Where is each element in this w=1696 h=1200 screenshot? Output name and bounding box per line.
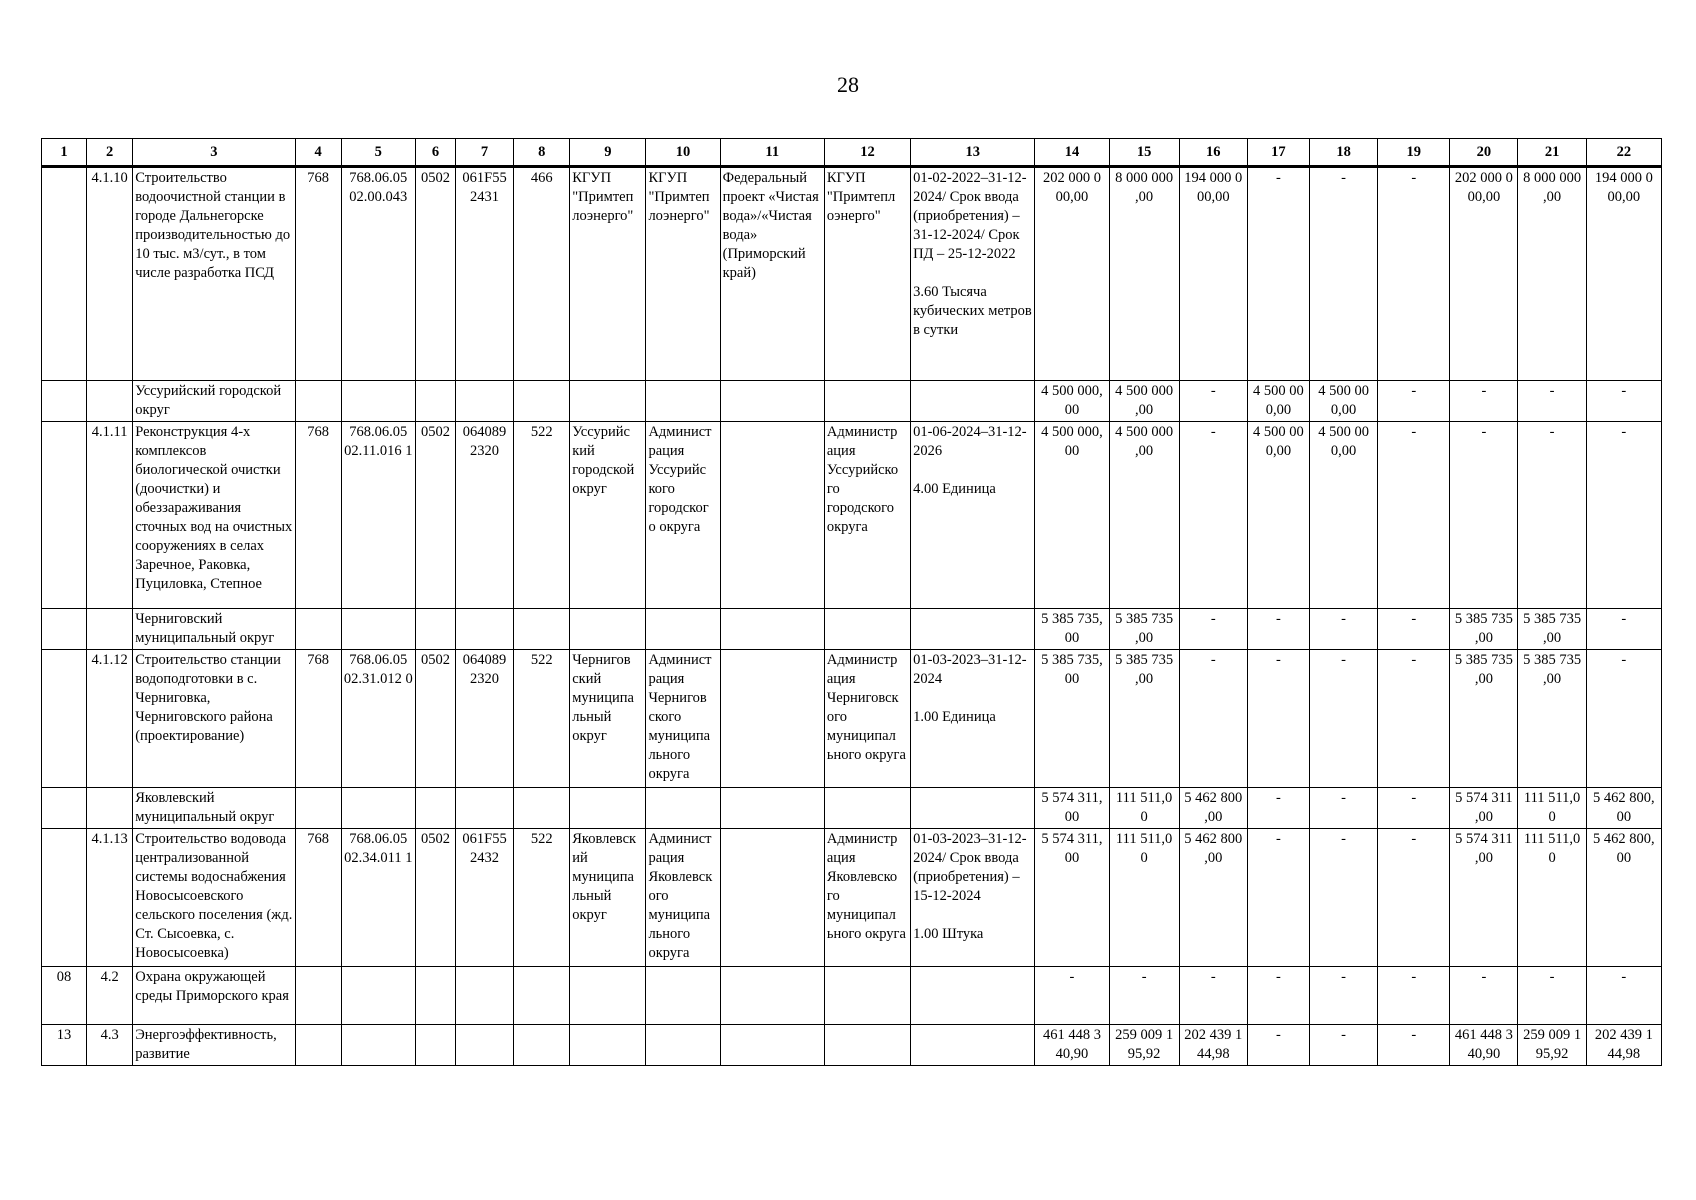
table-cell: Строительство водовода централизованной системы водоснабжения Новосысоевского сельского поселения (жд. Ст. Сысоевка, с. Новосысоевка) — [133, 829, 295, 967]
table-cell — [455, 609, 513, 650]
table-cell — [720, 650, 824, 788]
table-cell — [514, 381, 570, 422]
table-cell — [824, 609, 910, 650]
table-row — [42, 167, 1662, 381]
table-cell — [514, 967, 570, 1025]
table-cell — [415, 967, 455, 1025]
table-cell: - — [1247, 650, 1309, 788]
table-cell: 522 — [514, 422, 570, 609]
table-cell: 5 574 311 ,00 — [1450, 788, 1518, 829]
table-cell: 5 385 735 ,00 — [1109, 650, 1179, 788]
table-cell: 5 574 311, 00 — [1035, 788, 1109, 829]
table-cell: 202 000 0 00,00 — [1450, 167, 1518, 381]
table-cell — [42, 650, 87, 788]
table-cell — [455, 1025, 513, 1066]
table-cell: - — [1378, 829, 1450, 967]
table-cell: 0502 — [415, 167, 455, 381]
table-cell — [42, 788, 87, 829]
table-cell: 8 000 000 ,00 — [1518, 167, 1586, 381]
table-cell: - — [1378, 381, 1450, 422]
table-cell — [295, 788, 341, 829]
column-header: 7 — [455, 139, 513, 167]
table-cell: Администр ация Черниговск ого муниципал ьного округа — [824, 650, 910, 788]
table-cell: - — [1247, 609, 1309, 650]
column-header: 21 — [1518, 139, 1586, 167]
table-cell: 4 500 00 0,00 — [1247, 381, 1309, 422]
table-cell: - — [1378, 609, 1450, 650]
table-cell: 111 511,0 0 — [1109, 829, 1179, 967]
table-cell — [570, 1025, 646, 1066]
table-cell — [720, 422, 824, 609]
table-cell: Администр ация Уссурийско го городского округа — [824, 422, 910, 609]
table-cell: Черниговский муниципальный округ — [133, 609, 295, 650]
table-cell: - — [1179, 609, 1247, 650]
table-cell: - — [1310, 167, 1378, 381]
table-cell: 466 — [514, 167, 570, 381]
table-cell — [720, 1025, 824, 1066]
table-cell: - — [1378, 788, 1450, 829]
table-cell: КГУП "Примтепл оэнерго" — [824, 167, 910, 381]
table-cell — [341, 1025, 415, 1066]
table-cell: 0502 — [415, 650, 455, 788]
table-cell: 111 511,0 0 — [1109, 788, 1179, 829]
table-cell — [570, 788, 646, 829]
table-cell: - — [1586, 422, 1661, 609]
column-header: 20 — [1450, 139, 1518, 167]
table-cell: - — [1378, 167, 1450, 381]
table-cell: Админист рация Чернигов ского муниципа льного округа — [646, 650, 720, 788]
column-header: 17 — [1247, 139, 1309, 167]
table-cell: 5 462 800, 00 — [1586, 829, 1661, 967]
table-cell: 4 500 00 0,00 — [1310, 381, 1378, 422]
table-cell: - — [1179, 422, 1247, 609]
table-cell: Энергоэффективность, развитие — [133, 1025, 295, 1066]
table-cell — [87, 381, 133, 422]
table-cell: 768 — [295, 829, 341, 967]
table-cell: 522 — [514, 829, 570, 967]
table-cell: 0502 — [415, 829, 455, 967]
table-cell: - — [1378, 422, 1450, 609]
table-cell: 5 462 800 ,00 — [1179, 829, 1247, 967]
table-cell — [415, 609, 455, 650]
table-cell — [911, 1025, 1035, 1066]
table-cell: Уссурийс кий городской округ — [570, 422, 646, 609]
table-cell — [295, 609, 341, 650]
table-cell — [514, 1025, 570, 1066]
table-cell — [720, 609, 824, 650]
table-row — [42, 381, 1662, 422]
table-cell: - — [1247, 788, 1309, 829]
table-row — [42, 609, 1662, 650]
table-cell: - — [1310, 788, 1378, 829]
table-cell: 4 500 00 0,00 — [1310, 422, 1378, 609]
table-cell: - — [1586, 967, 1661, 1025]
table-cell: 4 500 000, 00 — [1035, 422, 1109, 609]
table-cell — [911, 788, 1035, 829]
table-cell: Администр ация Яковлевско го муниципал ьного округа — [824, 829, 910, 967]
table-cell: 202 000 0 00,00 — [1035, 167, 1109, 381]
table-cell: 01-03-2023–31-12-2024 1.00 Единица — [911, 650, 1035, 788]
table-cell: - — [1179, 967, 1247, 1025]
table-cell: - — [1247, 167, 1309, 381]
table-cell: - — [1378, 967, 1450, 1025]
table-cell — [42, 609, 87, 650]
table-cell — [295, 1025, 341, 1066]
column-header: 18 — [1310, 139, 1378, 167]
table-cell: 5 574 311, 00 — [1035, 829, 1109, 967]
column-header: 5 — [341, 139, 415, 167]
budget-table — [41, 138, 1662, 1066]
table-cell — [570, 381, 646, 422]
table-cell: - — [1518, 422, 1586, 609]
column-header: 22 — [1586, 139, 1661, 167]
table-cell: Уссурийский городской округ — [133, 381, 295, 422]
table-cell — [295, 967, 341, 1025]
table-cell: 13 — [42, 1025, 87, 1066]
table-row — [42, 1025, 1662, 1066]
table-cell — [646, 609, 720, 650]
table-cell — [646, 967, 720, 1025]
table-cell: - — [1378, 1025, 1450, 1066]
table-cell — [42, 381, 87, 422]
table-cell: 4.1.11 — [87, 422, 133, 609]
table-cell: КГУП "Примтеп лоэнерго" — [646, 167, 720, 381]
table-cell: 4 500 00 0,00 — [1247, 422, 1309, 609]
table-cell: 5 385 735 ,00 — [1109, 609, 1179, 650]
header-row — [42, 139, 1662, 167]
table-cell: 064089 2320 — [455, 422, 513, 609]
table-cell — [87, 788, 133, 829]
table-cell: 111 511,0 0 — [1518, 829, 1586, 967]
table-cell: - — [1310, 1025, 1378, 1066]
table-cell: 4.2 — [87, 967, 133, 1025]
table-cell: 8 000 000 ,00 — [1109, 167, 1179, 381]
table-cell: 064089 2320 — [455, 650, 513, 788]
column-header: 15 — [1109, 139, 1179, 167]
table-cell — [911, 381, 1035, 422]
column-header: 13 — [911, 139, 1035, 167]
column-header: 2 — [87, 139, 133, 167]
table-cell: Яковлевск ий муниципа льный округ — [570, 829, 646, 967]
table-cell: 01-06-2024–31-12-2026 4.00 Единица — [911, 422, 1035, 609]
table-cell — [720, 967, 824, 1025]
table-cell: - — [1310, 829, 1378, 967]
table-cell: - — [1247, 829, 1309, 967]
table-cell: 202 439 1 44,98 — [1586, 1025, 1661, 1066]
table-cell — [415, 1025, 455, 1066]
table-cell — [295, 381, 341, 422]
table-cell — [824, 1025, 910, 1066]
table-cell: - — [1109, 967, 1179, 1025]
column-header: 4 — [295, 139, 341, 167]
table-cell: 202 439 1 44,98 — [1179, 1025, 1247, 1066]
table-cell: 4 500 000 ,00 — [1109, 381, 1179, 422]
table-cell: - — [1310, 609, 1378, 650]
table-cell: 5 385 735 ,00 — [1450, 650, 1518, 788]
column-header: 9 — [570, 139, 646, 167]
column-header: 19 — [1378, 139, 1450, 167]
table-cell: Чернигов ский муниципа льный округ — [570, 650, 646, 788]
table-cell — [570, 609, 646, 650]
table-cell — [455, 381, 513, 422]
table-cell: - — [1179, 650, 1247, 788]
table-cell: 5 385 735 ,00 — [1518, 650, 1586, 788]
table-cell — [646, 1025, 720, 1066]
table-cell: - — [1586, 650, 1661, 788]
table-cell: 259 009 1 95,92 — [1109, 1025, 1179, 1066]
table-cell: Строительство станции водоподготовки в с. Черниговка, Черниговского района (проектирование) — [133, 650, 295, 788]
table-cell — [42, 167, 87, 381]
column-header: 10 — [646, 139, 720, 167]
column-header: 11 — [720, 139, 824, 167]
table-cell: 5 385 735, 00 — [1035, 650, 1109, 788]
table-cell: - — [1518, 967, 1586, 1025]
table-cell: 461 448 3 40,90 — [1450, 1025, 1518, 1066]
table-cell: 522 — [514, 650, 570, 788]
table-cell: Админист рация Уссурийс кого городског о округа — [646, 422, 720, 609]
table-cell — [87, 609, 133, 650]
table-cell: 4 500 000 ,00 — [1109, 422, 1179, 609]
table-cell — [824, 788, 910, 829]
table-cell: 5 385 735 ,00 — [1518, 609, 1586, 650]
table-cell: 5 385 735, 00 — [1035, 609, 1109, 650]
column-header: 14 — [1035, 139, 1109, 167]
table-cell — [824, 381, 910, 422]
table-cell — [824, 967, 910, 1025]
table-cell — [514, 788, 570, 829]
column-header: 1 — [42, 139, 87, 167]
table-cell: Федеральный проект «Чистая вода»/«Чистая вода» (Приморский край) — [720, 167, 824, 381]
table-cell: 5 462 800, 00 — [1586, 788, 1661, 829]
table-cell — [341, 609, 415, 650]
table-cell: - — [1586, 381, 1661, 422]
table-row — [42, 788, 1662, 829]
table-cell: - — [1035, 967, 1109, 1025]
table-cell: 768 — [295, 422, 341, 609]
table-cell: - — [1310, 650, 1378, 788]
table-cell — [341, 788, 415, 829]
table-cell: 01-02-2022–31-12-2024/ Срок ввода (приобретения) – 31-12-2024/ Срок ПД – 25-12-2022 3.60 Тысяча кубических метров в сутки — [911, 167, 1035, 381]
table-cell — [341, 381, 415, 422]
table-cell — [514, 609, 570, 650]
table-cell: - — [1247, 967, 1309, 1025]
table-row — [42, 967, 1662, 1025]
table-cell: - — [1450, 422, 1518, 609]
table-cell: 768 — [295, 167, 341, 381]
column-header: 12 — [824, 139, 910, 167]
table-cell: - — [1310, 967, 1378, 1025]
table-cell: 01-03-2023–31-12-2024/ Срок ввода (приобретения) – 15-12-2024 1.00 Штука — [911, 829, 1035, 967]
table-row — [42, 829, 1662, 967]
table-cell: КГУП "Примтеп лоэнерго" — [570, 167, 646, 381]
table-cell — [911, 609, 1035, 650]
table-cell: - — [1518, 381, 1586, 422]
table-cell — [42, 829, 87, 967]
table-cell: 4.1.13 — [87, 829, 133, 967]
table-cell: - — [1450, 381, 1518, 422]
table-cell: 768.06.05 02.34.011 1 — [341, 829, 415, 967]
table-cell: Строительство водоочистной станции в городе Дальнегорске производительностью до 10 тыс. м3/сут., в том числе разработка ПСД — [133, 167, 295, 381]
table-cell: 4 500 000, 00 — [1035, 381, 1109, 422]
table-cell: 08 — [42, 967, 87, 1025]
table-cell: 5 574 311 ,00 — [1450, 829, 1518, 967]
table-cell: 194 000 0 00,00 — [1179, 167, 1247, 381]
table-cell: 768.06.05 02.11.016 1 — [341, 422, 415, 609]
table-cell: - — [1586, 609, 1661, 650]
table-cell: 194 000 0 00,00 — [1586, 167, 1661, 381]
table-cell: 4.3 — [87, 1025, 133, 1066]
table-cell — [570, 967, 646, 1025]
table-row — [42, 422, 1662, 609]
table-cell — [720, 829, 824, 967]
table-cell: Яковлевский муниципальный округ — [133, 788, 295, 829]
table-cell: Охрана окружающей среды Приморского края — [133, 967, 295, 1025]
table-cell: 061F55 2432 — [455, 829, 513, 967]
table-cell: - — [1450, 967, 1518, 1025]
table-cell: 111 511,0 0 — [1518, 788, 1586, 829]
table-cell: 4.1.10 — [87, 167, 133, 381]
table-cell: Админист рация Яковлевск ого муниципа льного округа — [646, 829, 720, 967]
column-header: 6 — [415, 139, 455, 167]
table-cell — [720, 381, 824, 422]
table-cell: Реконструкция 4-х комплексов биологической очистки (доочистки) и обеззараживания сточных вод на очистных сооружениях в селах Заречное, Раковка, Пуциловка, Степное — [133, 422, 295, 609]
table-cell — [455, 788, 513, 829]
table-cell: - — [1378, 650, 1450, 788]
table-cell: - — [1179, 381, 1247, 422]
table-cell: 4.1.12 — [87, 650, 133, 788]
table-row — [42, 650, 1662, 788]
table-cell: 5 385 735 ,00 — [1450, 609, 1518, 650]
column-header: 3 — [133, 139, 295, 167]
table-cell: 061F55 2431 — [455, 167, 513, 381]
table-cell: - — [1247, 1025, 1309, 1066]
table-cell: 259 009 1 95,92 — [1518, 1025, 1586, 1066]
table-cell — [911, 967, 1035, 1025]
table-cell: 461 448 3 40,90 — [1035, 1025, 1109, 1066]
table-cell: 0502 — [415, 422, 455, 609]
table-cell: 768.06.05 02.00.043 — [341, 167, 415, 381]
table-cell: 768.06.05 02.31.012 0 — [341, 650, 415, 788]
column-header: 8 — [514, 139, 570, 167]
table-cell — [42, 422, 87, 609]
table-cell — [646, 381, 720, 422]
table-cell — [415, 788, 455, 829]
table-cell: 5 462 800 ,00 — [1179, 788, 1247, 829]
table-cell — [341, 967, 415, 1025]
page-number: 28 — [837, 72, 859, 97]
table-cell — [455, 967, 513, 1025]
table-cell — [720, 788, 824, 829]
table-cell — [415, 381, 455, 422]
table-cell: 768 — [295, 650, 341, 788]
table-cell — [646, 788, 720, 829]
column-header: 16 — [1179, 139, 1247, 167]
